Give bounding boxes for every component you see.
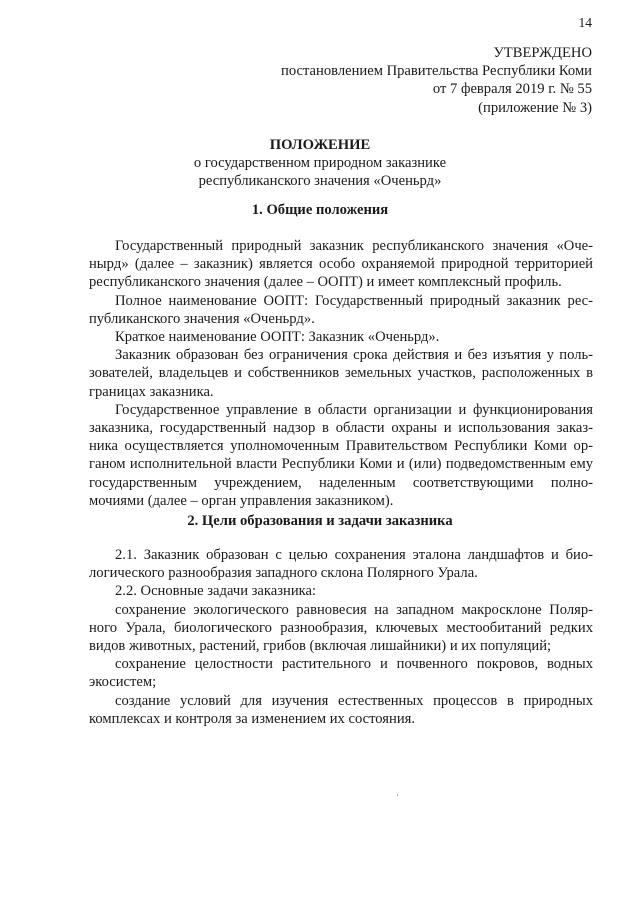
approval-decree: постановлением Правительства Республики Коми	[281, 63, 592, 80]
scan-mark	[397, 794, 398, 796]
paragraph: Государственное управление в области организации и функционирования заказника, государственный надзор в области охраны и использования заказ-ника осуществляется уполномоченным Правительством Республики Коми ор-ганом исполнительной власти Республики Коми и (или) подведомственным ему государственным учреждением, наделенным соответствующими полно-мочиями (далее – орган управления заказником).	[89, 401, 593, 509]
paragraph: сохранение экологического равновесия на западном макросклоне Поляр-ного Урала, биологического разнообразия, ключевых местообитаний редких видов животных, растений, грибов (включая лишайники) и их популяций;	[89, 601, 593, 655]
paragraph: Государственный природный заказник республиканского значения «Оче-ныpд» (далее – заказник) является особо охраняемой природной территорией республиканского значения (далее – ООПТ) и имеет комплексный профиль.	[89, 238, 593, 291]
document-title-block	[0, 136, 640, 191]
document-subtitle-line1: о государственном природном заказнике	[193, 155, 447, 172]
section-1-body	[89, 237, 593, 510]
paragraph: Заказник образован без ограничения срока действия и без изъятия у поль-зователей, владельцев и собственников земельных участков, расположенных в границах заказника.	[89, 347, 593, 400]
section-1-heading: 1. Общие положения	[251, 202, 389, 218]
section-2-heading: 2. Цели образования и задачи заказника	[187, 513, 453, 529]
document-title: ПОЛОЖЕНИЕ	[269, 137, 371, 153]
paragraph: 2.1. Заказник образован с целью сохранения эталона ландшафтов и био-логического разнообразия западного склона Полярного Урала.	[89, 547, 593, 582]
section-2-body	[89, 546, 593, 728]
paragraph: создание условий для изучения естественных процессов в природных комплексах и контроля за изменением их состояния.	[89, 692, 593, 727]
paragraph: Краткое наименование ООПТ: Заказник «Оченьрд».	[115, 329, 440, 346]
paragraph: сохранение целостности растительного и почвенного покровов, водных экосистем;	[89, 656, 593, 691]
paragraph: Полное наименование ООПТ: Государственный природный заказник рес-публиканского значения «Оченьрд».	[89, 292, 593, 327]
paragraph: 2.2. Основные задачи заказника:	[115, 583, 317, 600]
page-number: 14	[578, 15, 592, 30]
approval-block	[281, 44, 592, 117]
document-subtitle-line2: республиканского значения «Оченьрд»	[198, 173, 442, 190]
approval-date: от 7 февраля 2019 г. № 55	[432, 81, 592, 98]
approval-title: УТВЕРЖДЕНО	[493, 45, 592, 61]
approval-annex: (приложение № 3)	[478, 99, 592, 116]
